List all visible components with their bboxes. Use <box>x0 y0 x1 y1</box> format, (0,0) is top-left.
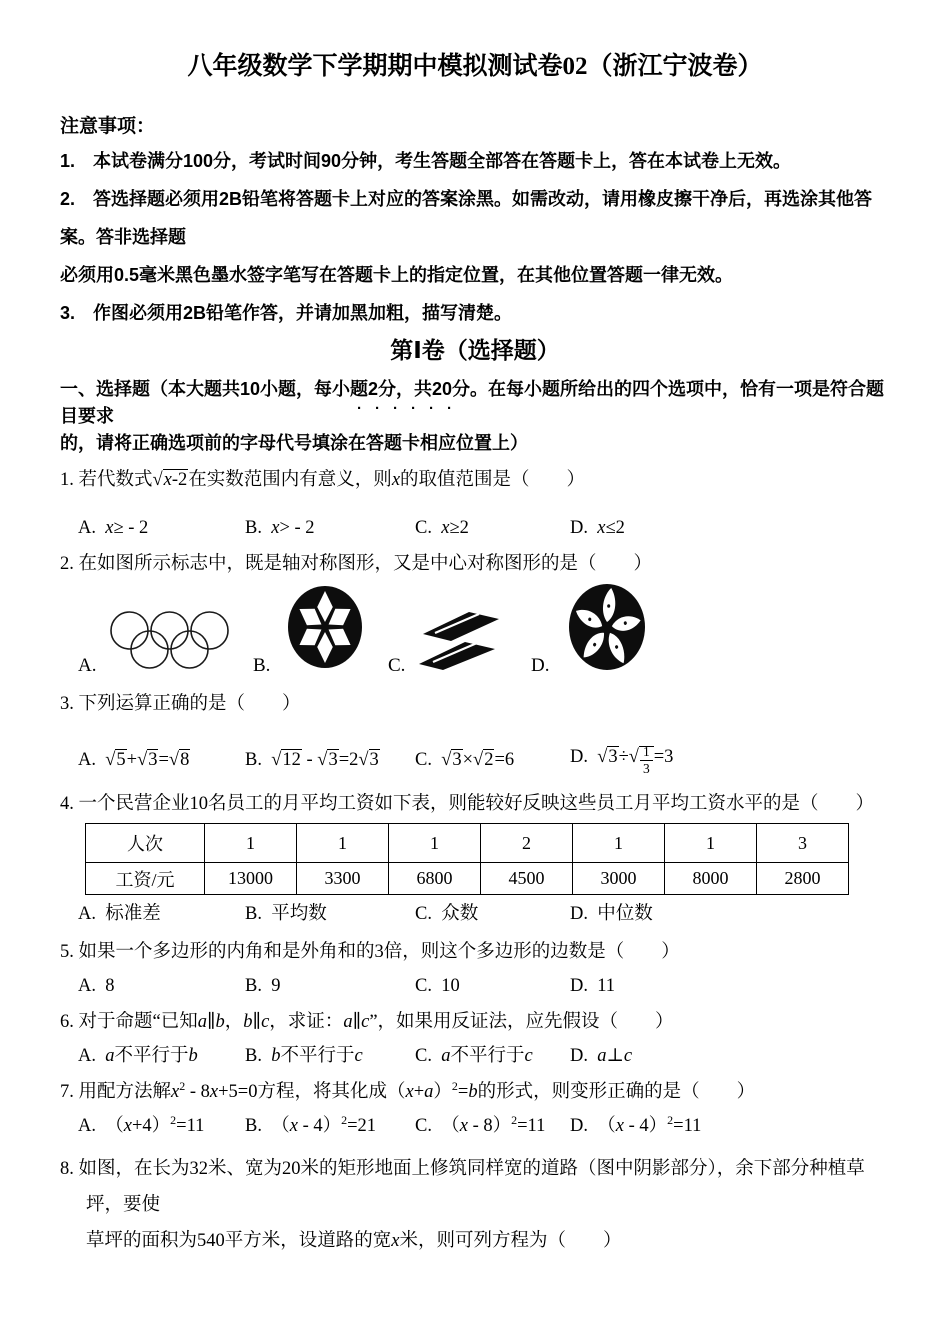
option-d: D. （x - 4）$^2$=11 <box>570 1112 702 1136</box>
question-4-options <box>60 901 890 927</box>
wage-table <box>85 823 849 895</box>
option-d: D. x≤2 <box>570 518 625 538</box>
figure-label-d: D. <box>531 655 550 676</box>
figure-label-c: C. <box>388 655 406 676</box>
option-c: C. x≥2 <box>415 518 469 538</box>
option-c: C. √3×√2=6 <box>415 750 515 770</box>
bauhinia-emblem-icon <box>567 583 647 671</box>
question-2-figure-row <box>60 581 890 679</box>
question-5-stem: 5. 如果一个多边形的内角和是外角和的3倍，则这个多边形的边数是（ ） <box>60 942 680 962</box>
option-a: A. $(x+4)^2=11$ <box>78 1112 205 1136</box>
section-1-intro <box>60 376 890 457</box>
option-c: C. （x - 8）$^2$=11 <box>415 1112 546 1136</box>
snowflake-emblem-icon <box>287 585 363 669</box>
exam-title: 八年级数学下学期期中模拟测试卷02（浙江宁波卷） <box>187 53 763 80</box>
question-8-stem: 8. 如图，在长为32米、宽为20米的矩形地面上修筑同样宽的道路（图中阴影部分），余下部分种植草坪，要使 草坪的面积为540平方米，设道路的宽x米，则可列方程为（ ） <box>60 1159 865 1251</box>
question-7-stem: 7. 用配方法解$x^2 - 8x+5=0$方程，将其化成$(x+a)^2=b$的形式，则变形正确的是（ ） <box>60 1078 756 1102</box>
option-a: A. √5+√3=√8 <box>78 750 190 770</box>
option-d: D. a⊥c <box>570 1046 633 1066</box>
notice-heading: 注意事项： <box>60 116 156 137</box>
question-6-options <box>60 1043 890 1069</box>
option-b: B. （x - 4）$^2$=21 <box>245 1112 377 1136</box>
option-b: B. 平均数 <box>245 904 327 924</box>
question-1-options <box>60 515 890 541</box>
option-a: A. 8 <box>78 976 115 996</box>
question-4-stem: 4. 一个民营企业10名员工的月平均工资如下表，则能较好反映这些员工月平均工资水平的是（ ） <box>60 794 875 814</box>
option-b: B. b不平行于c <box>245 1046 363 1066</box>
option-a: A. 标准差 <box>78 904 161 924</box>
option-a: A. x≥ - 2 <box>78 518 149 538</box>
question-2-stem: 2. 在如图所示标志中，既是轴对称图形，又是中心对称图形的是（ ） <box>60 554 653 574</box>
suzuki-emblem-icon <box>415 606 503 672</box>
option-c: C. a不平行于c <box>415 1046 533 1066</box>
intro-line-2: 的，请将正确选项前的字母代号填涂在答题卡相应位置上） <box>60 433 528 453</box>
notice-line: 1. 本试卷满分100分，考试时间90分钟，考生答题全部答在答题卡上，答在本试卷上无效。 <box>60 151 792 171</box>
option-b: B. 9 <box>245 976 281 996</box>
table-row: 人次 1 1 1 2 1 1 3 <box>86 824 849 863</box>
figure-label-b: B. <box>253 655 271 676</box>
figure-label-a: A. <box>78 655 97 676</box>
option-d: D. 11 <box>570 976 616 996</box>
option-b: B. √12 - √3=2√3 <box>245 750 379 770</box>
question-5-options <box>60 973 890 999</box>
question-3-stem: 3. 下列运算正确的是（ ） <box>60 694 301 714</box>
option-c: C. 10 <box>415 976 460 996</box>
intro-line-1: 一、选择题（本大题共10小题，每小题2分，共20分。在每小题所给出的四个选项中，恰有一项是符合题目要求 <box>60 379 885 426</box>
question-6-stem: 6. 对于命题“已知a∥b，b∥c，求证：a∥c”，如果用反证法，应先假设（ ） <box>60 1012 674 1032</box>
olympic-rings-icon <box>110 611 229 670</box>
option-d: D. 中位数 <box>570 904 653 924</box>
option-c: C. 众数 <box>415 904 479 924</box>
emphasis-dots: ······ <box>357 400 465 417</box>
option-b: B. x> - 2 <box>245 518 315 538</box>
notice-line: 必须用0.5毫米黑色墨水签字笔写在答题卡上的指定位置，在其他位置答题一律无效。 <box>60 265 734 285</box>
table-row: 工资/元 13000 3300 6800 4500 3000 8000 2800 <box>86 863 849 895</box>
notice-line: 2. 答选择题必须用2B铅笔将答题卡上对应的答案涂黑。如需改动，请用橡皮擦干净后，再选涂其他答案。答非选择题 <box>60 189 873 247</box>
question-7-options <box>60 1113 890 1139</box>
option-d: D. √3÷√ $\frac{1}{3}$ =3 <box>570 744 674 776</box>
option-a: A. a不平行于b <box>78 1046 198 1066</box>
section-1-heading: 第Ⅰ卷（选择题） <box>390 337 560 363</box>
question-1-stem: 1. 若代数式√x-2在实数范围内有意义，则x的取值范围是（ ） <box>60 470 586 490</box>
notice-line: 3. 作图必须用2B铅笔作答，并请加黑加粗，描写清楚。 <box>60 303 513 323</box>
question-3-options <box>60 739 890 781</box>
